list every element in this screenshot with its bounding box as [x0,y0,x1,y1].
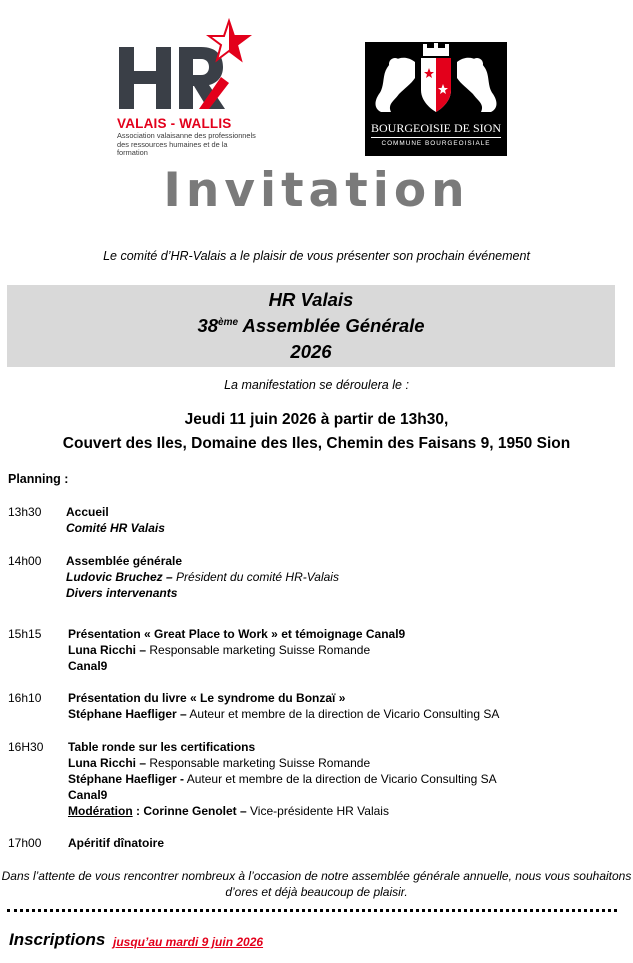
intro-text: Le comité d’HR-Valais a le plaisir de vous présenter son prochain événement [103,249,530,263]
speaker-name: Luna Ricchi – [68,643,147,657]
planning-speaker: Divers intervenants [66,586,178,600]
speaker-role: Président du comité HR-Valais [172,570,339,584]
hr-description: Association valaisanne des professionnels des ressources humaines et de la formation [117,131,256,158]
planning-speaker: Canal9 [68,659,108,673]
planning-time: 17h00 [8,836,42,850]
bourgeoisie-name: BOURGEOISIE DE SION [371,121,501,135]
planning-title: Assemblée générale [66,554,183,568]
inscriptions-label: Inscriptions [9,930,106,949]
event-ordinal: ème [218,317,239,328]
planning-label: Planning : [8,472,69,486]
page-title: Invitation [163,163,470,218]
hr-letters-graphic [117,17,252,115]
speaker-name: : Corinne Genolet – [132,804,247,818]
planning-title: Table ronde sur les certifications [68,740,256,754]
planning-speaker: Comité HR Valais [66,521,165,535]
bourgeoisie-logo [365,42,507,156]
event-banner [7,285,615,367]
dotted-divider [7,909,617,912]
planning-title: Présentation « Great Place to Work » et témoignage Canal9 [68,627,406,641]
planning-time: 14h00 [8,554,42,568]
event-year: 2026 [290,341,332,362]
speaker-name: Stéphane Haefliger - [68,772,185,786]
event-date: Jeudi 11 juin 2026 à partir de 13h30, [184,411,449,428]
planning-time: 13h30 [8,505,42,519]
planning-speaker [66,570,339,584]
planning-time: 15h15 [8,627,42,641]
speaker-name: Stéphane Haefliger – [68,707,187,721]
event-title [7,315,615,337]
closing-text [0,868,633,900]
planning-title: Accueil [66,505,109,519]
logo-divider [371,137,501,138]
event-name: Assemblée Générale [242,315,425,336]
planning-title: Présentation du livre « Le syndrome du Bonzaï » [68,691,346,705]
bourgeoisie-subtitle: COMMUNE BOURGEOISIALE [381,140,491,147]
venue-intro: La manifestation se déroulera le : [224,378,409,392]
planning-time: 16H30 [8,740,44,754]
speaker-role: Vice-présidente HR Valais [246,804,389,818]
planning-speaker: Canal9 [68,788,108,802]
moderation-label: Modération [68,804,133,818]
event-number: 38 [197,315,219,336]
coat-of-arms-icon [365,42,507,120]
speaker-role: Auteur et membre de la direction de Vicario Consulting SA [184,772,497,786]
inscriptions-deadline[interactable]: jusqu’au mardi 9 juin 2026 [113,935,264,949]
speaker-role: Responsable marketing Suisse Romande [146,643,371,657]
hr-valais-logo [117,17,256,167]
planning-speaker [68,707,499,721]
planning-time: 16h10 [8,691,42,705]
speaker-role: Responsable marketing Suisse Romande [146,756,371,770]
closing-line: Dans l’attente de vous rencontrer nombreux à l’occasion de notre assemblée générale annuelle, nous vous souhaitons [1,869,632,883]
event-organizer: HR Valais [268,289,354,310]
speaker-name: Ludovic Bruchez – [66,570,173,584]
event-place: Couvert des Iles, Domaine des Iles, Chemin des Faisans 9, 1950 Sion [62,435,571,452]
planning-moderator [68,804,389,818]
closing-line: d’ores et déjà beaucoup de plaisir. [225,885,408,899]
speaker-name: Luna Ricchi – [68,756,147,770]
planning-title: Apéritif dînatoire [68,836,165,850]
planning-speaker [68,756,370,770]
speaker-role: Auteur et membre de la direction de Vicario Consulting SA [186,707,500,721]
planning-speaker [68,643,370,657]
planning-speaker [68,772,497,786]
hr-region-label: VALAIS - WALLIS [117,116,232,131]
